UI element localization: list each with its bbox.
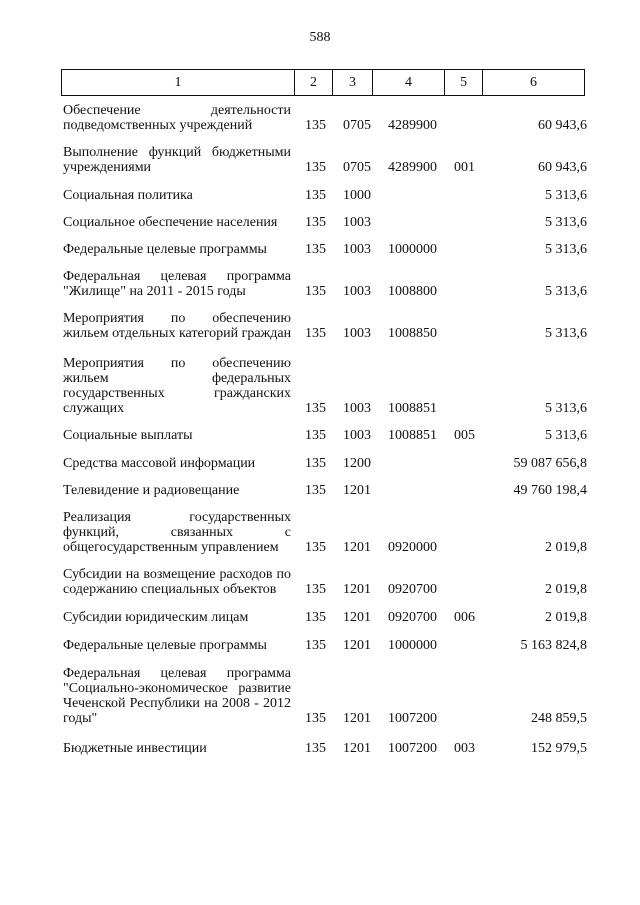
cell-col-4: 1008851	[388, 428, 437, 443]
cell-col-3: 1003	[343, 215, 371, 230]
cell-col-4: 1007200	[388, 741, 437, 756]
column-header-5: 5	[445, 70, 483, 96]
row-name	[63, 103, 291, 133]
cell-col-2: 135	[305, 483, 326, 498]
cell-col-3: 1201	[343, 610, 371, 625]
cell-col-3: 1201	[343, 540, 371, 555]
row-name	[63, 741, 291, 756]
cell-col-2: 135	[305, 610, 326, 625]
row-name	[63, 638, 291, 653]
row-name-line: Чеченской Республики на 2008 - 2012	[63, 696, 291, 711]
page-number: 588	[309, 30, 331, 45]
row-name	[63, 311, 291, 341]
cell-col-3: 1000	[343, 188, 371, 203]
cell-col-6: 2 019,8	[545, 610, 587, 625]
table-row	[0, 456, 640, 471]
cell-col-2: 135	[305, 215, 326, 230]
cell-col-5: 003	[454, 741, 475, 756]
row-name-line: Реализация государственных	[63, 510, 291, 525]
table-row	[0, 610, 640, 625]
cell-col-2: 135	[305, 540, 326, 555]
cell-col-3: 1003	[343, 284, 371, 299]
row-name	[63, 666, 291, 726]
cell-col-3: 1201	[343, 638, 371, 653]
row-name-line: Субсидии на возмещение расходов по	[63, 567, 291, 582]
cell-col-6: 5 313,6	[545, 242, 587, 257]
cell-col-4: 0920700	[388, 610, 437, 625]
column-header-3: 3	[333, 70, 373, 96]
table-row	[0, 741, 640, 756]
row-name	[63, 242, 291, 257]
row-name-line: Выполнение функций бюджетными	[63, 145, 291, 160]
row-name-line: Социальное обеспечение населения	[63, 215, 278, 230]
column-header-4: 4	[373, 70, 445, 96]
row-name	[63, 269, 291, 299]
cell-col-2: 135	[305, 326, 326, 341]
row-name-line: общегосударственным управлением	[63, 540, 279, 555]
cell-col-4: 0920000	[388, 540, 437, 555]
cell-col-6: 60 943,6	[538, 160, 587, 175]
row-name-line: Обеспечение деятельности	[63, 103, 291, 118]
cell-col-6: 2 019,8	[545, 540, 587, 555]
cell-col-2: 135	[305, 160, 326, 175]
cell-col-2: 135	[305, 428, 326, 443]
table-row	[0, 242, 640, 257]
table-row	[0, 269, 640, 299]
cell-col-3: 1201	[343, 582, 371, 597]
cell-col-6: 248 859,5	[531, 711, 587, 726]
cell-col-3: 1003	[343, 326, 371, 341]
row-name-line: Телевидение и радиовещание	[63, 483, 240, 498]
cell-col-5: 006	[454, 610, 475, 625]
row-name	[63, 510, 291, 555]
cell-col-3: 1003	[343, 401, 371, 416]
cell-col-4: 1008800	[388, 284, 437, 299]
cell-col-6: 5 313,6	[545, 401, 587, 416]
table-row	[0, 510, 640, 555]
row-name-line: подведомственных учреждений	[63, 118, 253, 133]
cell-col-6: 60 943,6	[538, 118, 587, 133]
table-row	[0, 311, 640, 341]
row-name-line: жильем федеральных	[63, 371, 291, 386]
cell-col-2: 135	[305, 638, 326, 653]
cell-col-6: 2 019,8	[545, 582, 587, 597]
row-name-line: Мероприятия по обеспечению	[63, 356, 291, 371]
row-name-line: Федеральные целевые программы	[63, 242, 267, 257]
row-name-line: Федеральные целевые программы	[63, 638, 267, 653]
column-header-2: 2	[295, 70, 333, 96]
row-name-line: годы"	[63, 711, 98, 726]
row-name-line: Социальная политика	[63, 188, 193, 203]
cell-col-2: 135	[305, 741, 326, 756]
row-name-line: содержанию специальных объектов	[63, 582, 277, 597]
table-row	[0, 638, 640, 653]
column-header-6: 6	[483, 70, 585, 96]
row-name	[63, 215, 291, 230]
row-name-line: служащих	[63, 401, 125, 416]
row-name-line: государственных гражданских	[63, 386, 291, 401]
table-row	[0, 188, 640, 203]
cell-col-4: 1008850	[388, 326, 437, 341]
cell-col-6: 5 313,6	[545, 215, 587, 230]
row-name-line: Социальные выплаты	[63, 428, 193, 443]
cell-col-4: 0920700	[388, 582, 437, 597]
cell-col-4: 4289900	[388, 160, 437, 175]
row-name-line: Средства массовой информации	[63, 456, 256, 471]
row-name-line: Бюджетные инвестиции	[63, 741, 207, 756]
table-row	[0, 428, 640, 443]
row-name	[63, 428, 291, 443]
cell-col-3: 1201	[343, 483, 371, 498]
cell-col-3: 0705	[343, 118, 371, 133]
row-name-line: жильем отдельных категорий граждан	[63, 326, 292, 341]
row-name-line: Субсидии юридическим лицам	[63, 610, 249, 625]
column-header-table	[61, 69, 585, 96]
cell-col-6: 49 760 198,4	[513, 483, 587, 498]
cell-col-6: 5 313,6	[545, 188, 587, 203]
cell-col-6: 5 163 824,8	[520, 638, 587, 653]
row-name-line: учреждениями	[63, 160, 152, 175]
row-name	[63, 483, 291, 498]
cell-col-2: 135	[305, 242, 326, 257]
row-name-line: функций, связанных с	[63, 525, 291, 540]
cell-col-4: 1000000	[388, 242, 437, 257]
cell-col-6: 5 313,6	[545, 284, 587, 299]
cell-col-4: 1008851	[388, 401, 437, 416]
cell-col-6: 5 313,6	[545, 428, 587, 443]
row-name-line: Федеральная целевая программа	[63, 666, 291, 681]
table-row	[0, 567, 640, 597]
cell-col-2: 135	[305, 456, 326, 471]
cell-col-2: 135	[305, 188, 326, 203]
cell-col-3: 1003	[343, 428, 371, 443]
row-name	[63, 567, 291, 597]
row-name-line: "Социально-экономическое развитие	[63, 681, 291, 696]
row-name	[63, 145, 291, 175]
cell-col-4: 1000000	[388, 638, 437, 653]
cell-col-4: 4289900	[388, 118, 437, 133]
table-row	[0, 666, 640, 726]
cell-col-3: 1200	[343, 456, 371, 471]
cell-col-6: 5 313,6	[545, 326, 587, 341]
table-row	[0, 483, 640, 498]
row-name-line: Мероприятия по обеспечению	[63, 311, 291, 326]
row-name	[63, 188, 291, 203]
cell-col-3: 1201	[343, 711, 371, 726]
row-name-line: Федеральная целевая программа	[63, 269, 291, 284]
column-header-1: 1	[62, 70, 295, 96]
cell-col-3: 1201	[343, 741, 371, 756]
row-name	[63, 610, 291, 625]
cell-col-2: 135	[305, 118, 326, 133]
cell-col-2: 135	[305, 401, 326, 416]
table-row	[0, 103, 640, 133]
table-row	[0, 215, 640, 230]
cell-col-5: 005	[454, 428, 475, 443]
cell-col-2: 135	[305, 284, 326, 299]
row-name	[63, 456, 291, 471]
row-name-line: "Жилище" на 2011 - 2015 годы	[63, 284, 246, 299]
cell-col-6: 152 979,5	[531, 741, 587, 756]
column-header-row	[62, 70, 585, 96]
cell-col-3: 1003	[343, 242, 371, 257]
table-row	[0, 356, 640, 416]
cell-col-6: 59 087 656,8	[513, 456, 587, 471]
cell-col-2: 135	[305, 711, 326, 726]
cell-col-3: 0705	[343, 160, 371, 175]
row-name	[63, 356, 291, 416]
cell-col-2: 135	[305, 582, 326, 597]
table-row	[0, 145, 640, 175]
cell-col-4: 1007200	[388, 711, 437, 726]
cell-col-5: 001	[454, 160, 475, 175]
